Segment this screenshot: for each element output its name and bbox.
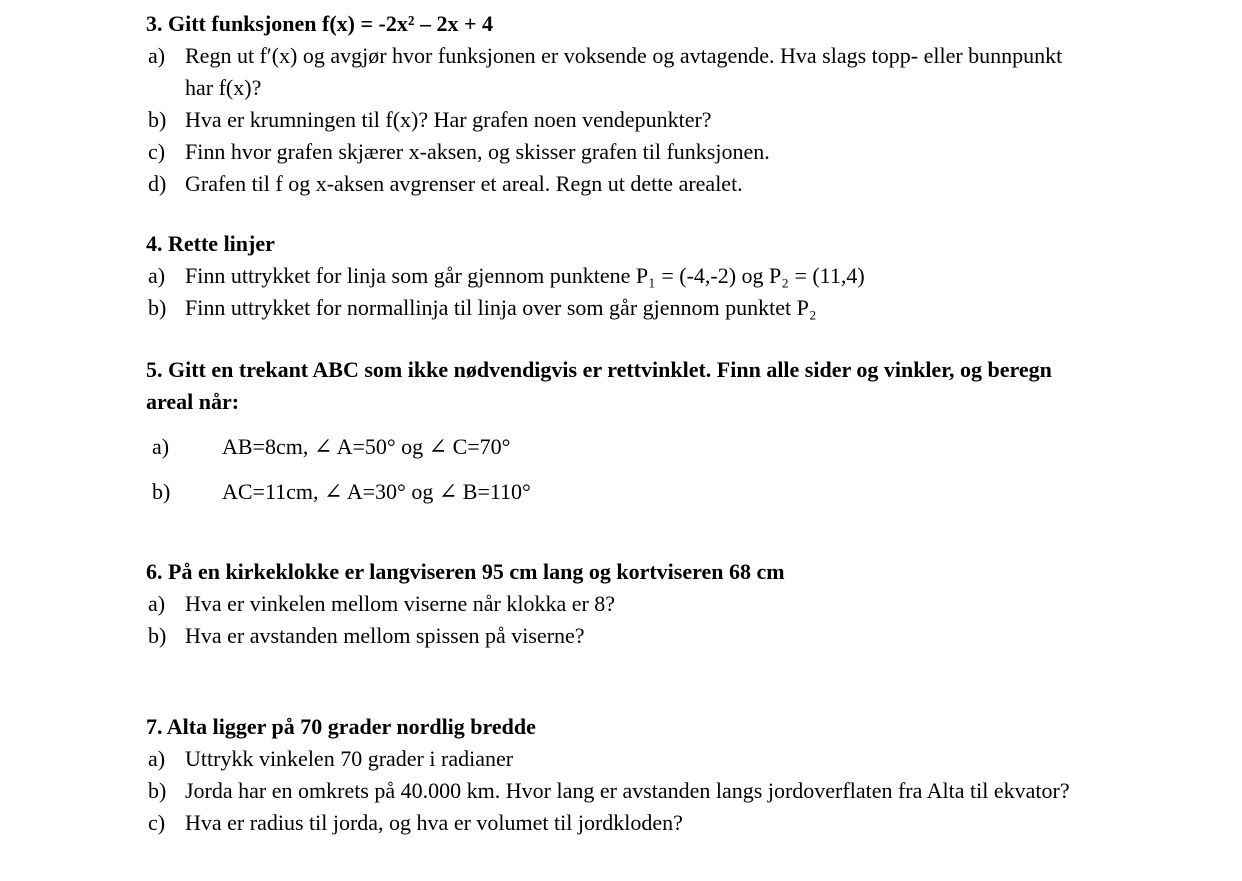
item-label: b) — [148, 623, 167, 648]
item-text: AB=8cm, ∠ A=50° og ∠ C=70° — [222, 434, 511, 459]
item-label: b) — [148, 295, 167, 320]
list-item-3a — [146, 40, 1082, 104]
item-text: Finn hvor grafen skjærer x-aksen, og skisser grafen til funksjonen. — [185, 139, 770, 164]
section-7-title: 7. Alta ligger på 70 grader nordlig bredde — [146, 714, 536, 739]
list-item-3c — [146, 136, 1082, 168]
item-text: Finn uttrykket for normallinja til linja over som går gjennom punktet P₂ — [185, 295, 817, 320]
item-text: Uttrykk vinkelen 70 grader i radianer — [185, 746, 514, 771]
item-text: Grafen til f og x-aksen avgrenser et areal. Regn ut dette arealet. — [185, 171, 743, 196]
section-4-title: 4. Rette linjer — [146, 231, 275, 256]
item-label: b) — [148, 107, 167, 132]
item-text: Hva er avstanden mellom spissen på viserne? — [185, 623, 585, 648]
list-item-7a — [146, 743, 1082, 775]
item-label: a) — [148, 263, 166, 288]
section-6-title: 6. På en kirkeklokke er langviseren 95 cm lang og kortviseren 68 cm — [146, 559, 785, 584]
list-item-4a — [146, 260, 1082, 292]
item-label: b) — [152, 479, 171, 504]
item-label: a) — [148, 746, 166, 771]
section-7 — [146, 711, 1082, 839]
section-4 — [146, 228, 1082, 324]
item-text: Regn ut f′(x) og avgjør hvor funksjonen er voksende og avtagende. Hva slags topp- eller bunnpunkt har f(x)? — [185, 43, 1063, 100]
item-label: a) — [148, 43, 166, 68]
item-text: Finn uttrykket for linja som går gjennom punktene P₁ = (-4,-2) og P₂ = (11,4) — [185, 263, 865, 288]
list-item-6a — [146, 588, 1082, 620]
section-6 — [146, 556, 1082, 652]
list-item-5b — [146, 476, 1082, 508]
item-text: Jorda har en omkrets på 40.000 km. Hvor lang er avstanden langs jordoverflaten fra Alta til ekvator? — [185, 778, 1070, 803]
list-item-7b — [146, 775, 1082, 807]
section-5 — [146, 354, 1082, 508]
list-item-5a — [146, 431, 1082, 463]
list-item-4b — [146, 292, 1082, 324]
section-5-title: 5. Gitt en trekant ABC som ikke nødvendigvis er rettvinklet. Finn alle sider og vinkler, og beregn areal når: — [146, 357, 1052, 414]
item-label: b) — [148, 778, 167, 803]
item-label: a) — [152, 434, 170, 459]
list-item-6b — [146, 620, 1082, 652]
item-label: a) — [148, 591, 166, 616]
item-label: c) — [148, 139, 166, 164]
list-item-3d — [146, 168, 1082, 200]
item-text: Hva er radius til jorda, og hva er volumet til jordkloden? — [185, 810, 683, 835]
item-label: d) — [148, 171, 167, 196]
list-item-7c — [146, 807, 1082, 839]
list-item-3b — [146, 104, 1082, 136]
item-text: Hva er krumningen til f(x)? Har grafen noen vendepunkter? — [185, 107, 712, 132]
item-text: Hva er vinkelen mellom viserne når klokka er 8? — [185, 591, 616, 616]
section-3 — [146, 8, 1082, 200]
section-3-title: 3. Gitt funksjonen f(x) = -2x² – 2x + 4 — [146, 11, 494, 36]
item-label: c) — [148, 810, 166, 835]
item-text: AC=11cm, ∠ A=30° og ∠ B=110° — [222, 479, 531, 504]
